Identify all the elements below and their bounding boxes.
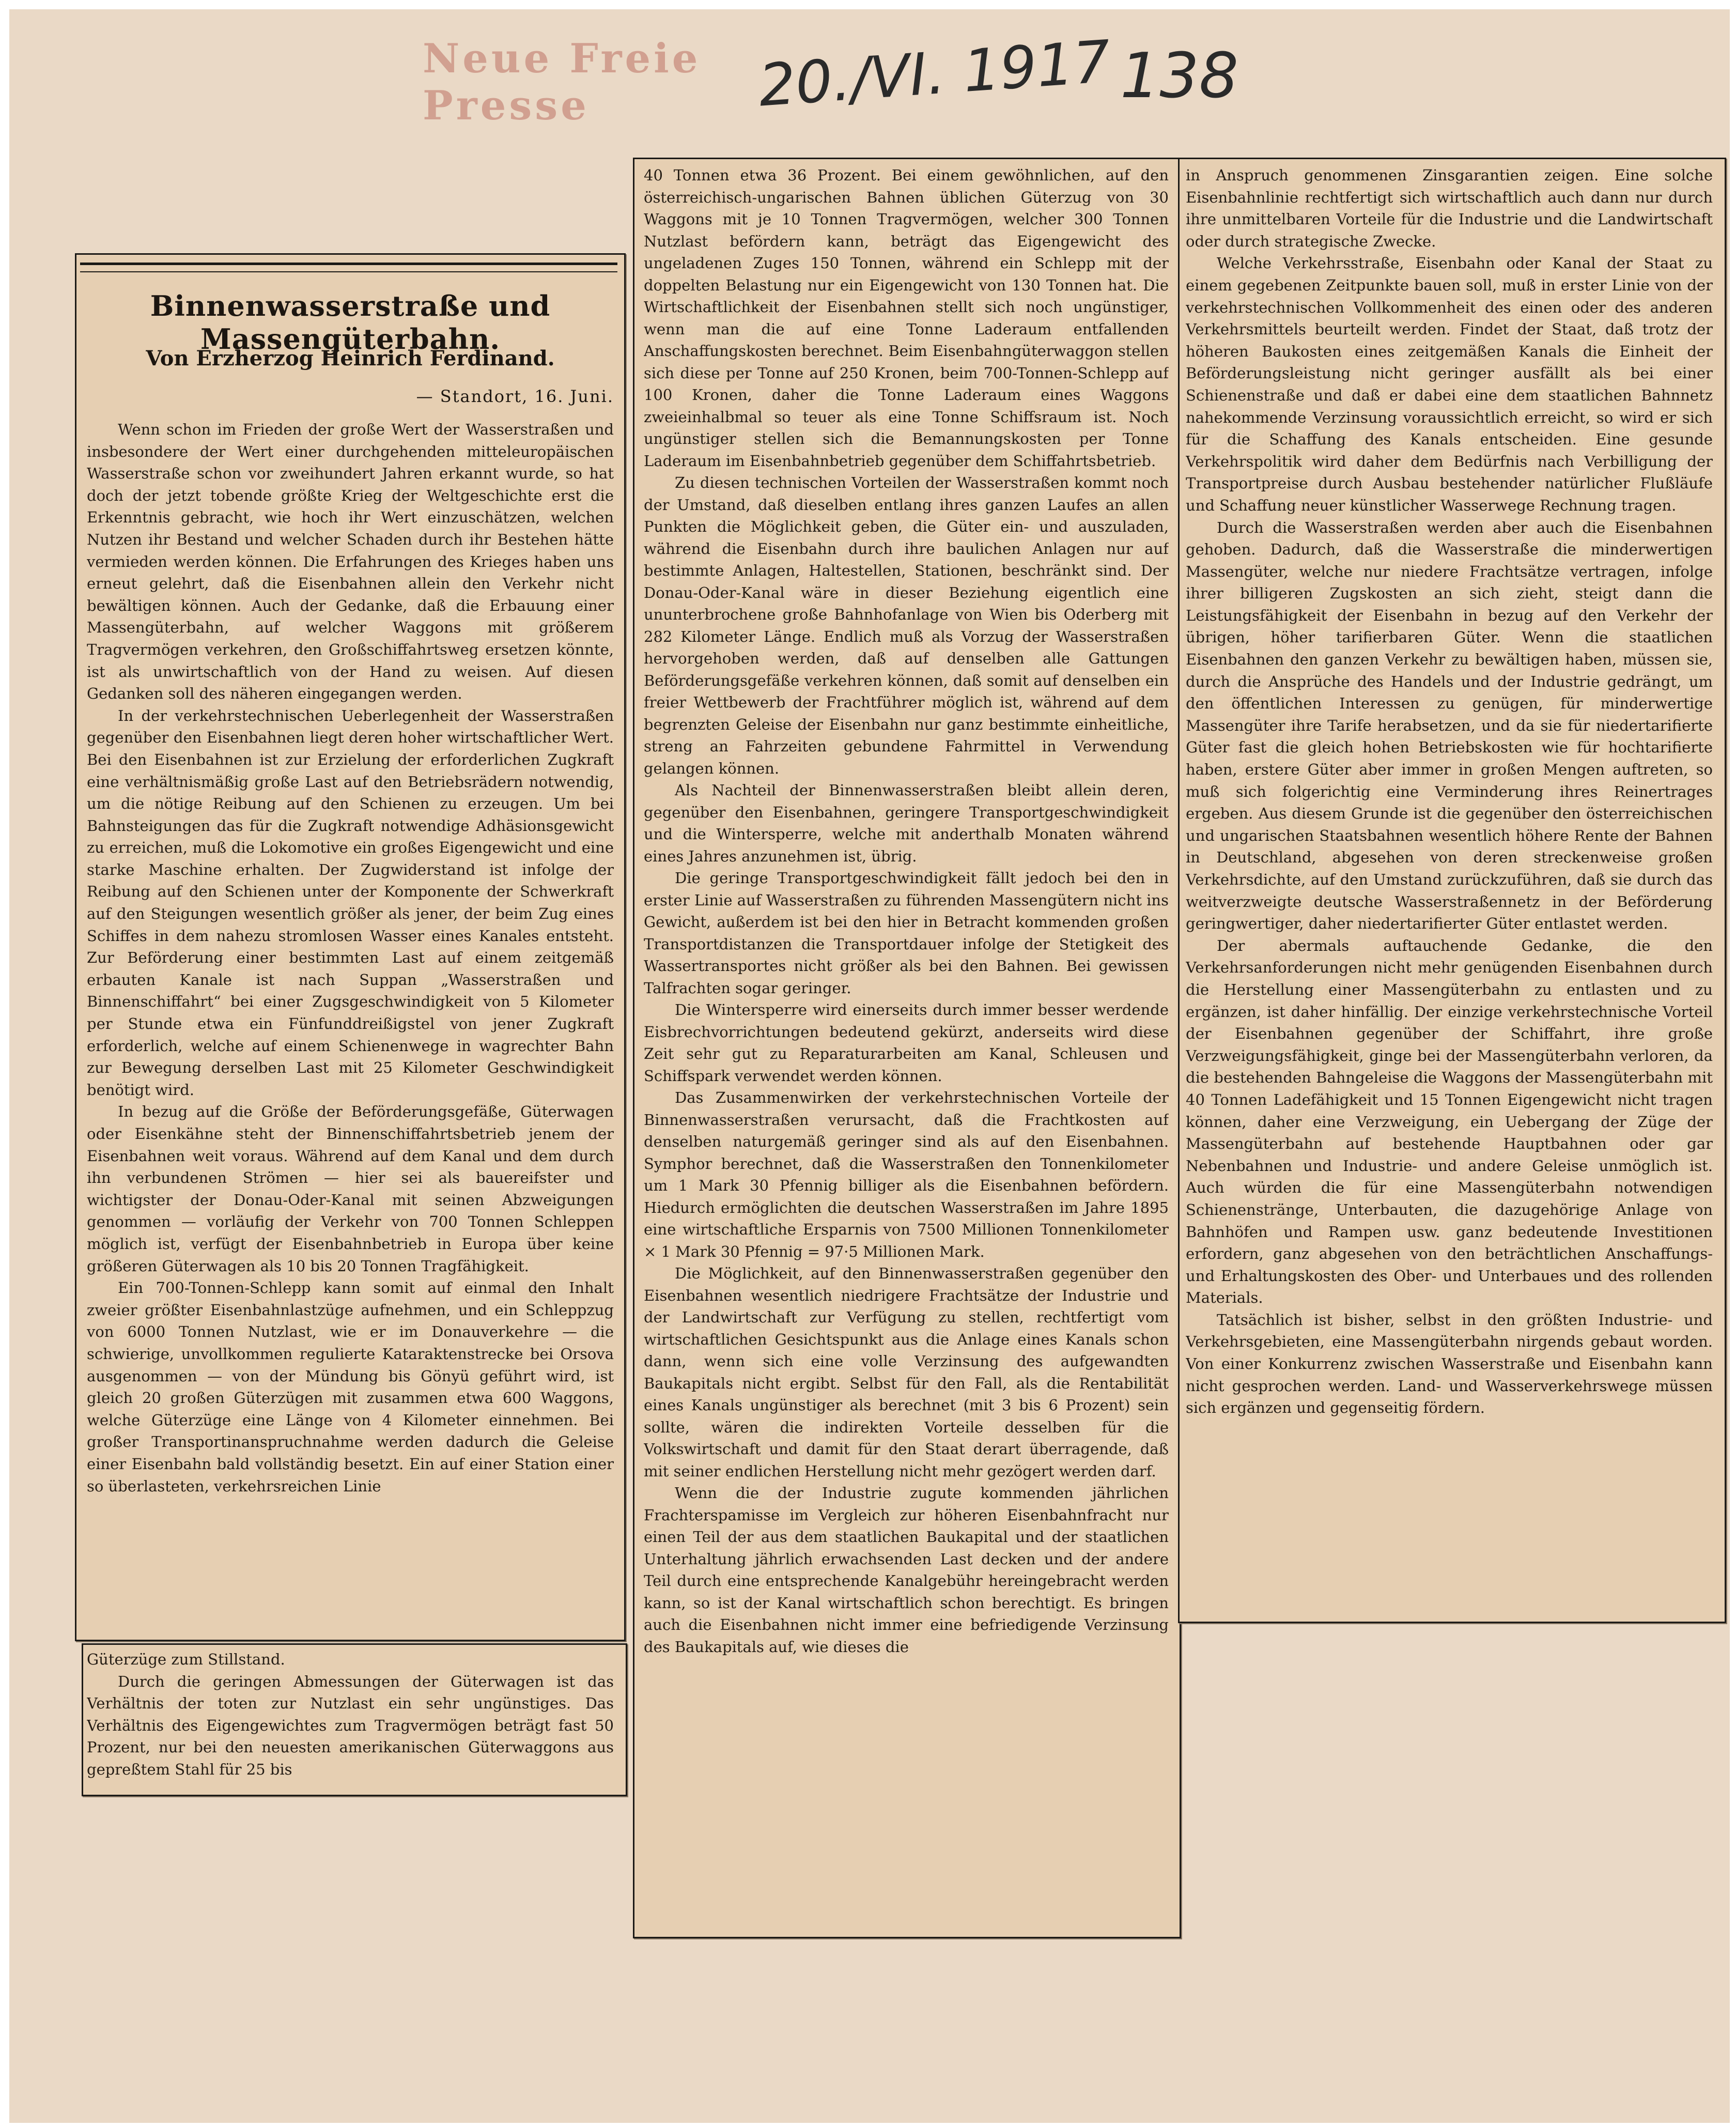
- article-column-1-continued: [87, 1648, 614, 1788]
- article-title: Binnenwasserstraße und Massengüterbahn.: [150, 289, 551, 356]
- paragraph: In bezug auf die Größe der Beförderungsgefäße, Güterwagen oder Eisenkähne steht der Binnenschiffahrtsbetrieb jenem der Eisenbahnen weit voraus. Während auf dem Kanal und dem durch ihn verbundenen Strömen — hier sei als bauereifster und wichtigster der Donau-Oder-Kanal mit seinen Abzweigungen genommen — vorläufig der Verkehr von 700 Tonnen Schleppen möglich ist, verfügt der Eisenbahnbetrieb in Europa über keine größeren Güterwagen als 10 bis 20 Tonnen Tragfähigkeit.: [87, 1103, 614, 1275]
- paragraph: Die Möglichkeit, auf den Binnenwasserstraßen gegenüber den Eisenbahnen wesentlich niedrigere Frachtsätze der Industrie und der Landwirtschaft zur Verfügung zu stellen, rechtfertigt vom wirtschaftlichen Gesichtspunkt aus die Anlage eines Kanals schon dann, wenn sich eine volle Verzinsung des aufgewandten Baukapitals nicht ergibt. Selbst für den Fall, als die Rentabilität eines Kanals ungünstiger als berechnet (mit 3 bis 6 Prozent) sein sollte, wären die indirekten Vorteile desselben für die Volkswirtschaft und damit für den Staat derart überragende, daß mit seiner endlichen Herstellung nicht mehr gezögert werden darf.: [644, 1265, 1169, 1480]
- article-column-1: [87, 419, 614, 1630]
- article-byline: Von Erzherzog Heinrich Ferdinand.: [146, 346, 555, 371]
- handwritten-page-number: 138: [1120, 40, 1239, 112]
- paragraph: Durch die geringen Abmessungen der Güterwagen ist das Verhältnis der toten zur Nutzlast ein sehr ungünstiges. Das Verhältnis des Eigengewichtes zum Tragvermögen beträgt fast 50 Prozent, nur bei den neuesten amerikanischen Güterwaggons aus gepreßtem Stahl für 25 bis: [87, 1672, 614, 1778]
- paragraph: Tatsächlich ist bisher, selbst in den größten Industrie- und Verkehrsgebieten, eine Massengüterbahn nirgends gebaut worden. Von einer Konkurrenz zwischen Wasserstraße und Eisenbahn kann nicht gesprochen werden. Land- und Wasserverkehrswege müssen sich ergänzen und gegenseitig fördern.: [1186, 1311, 1713, 1417]
- paragraph: Das Zusammenwirken der verkehrstechnischen Vorteile der Binnenwasserstraßen verursacht, daß die Frachtkosten auf denselben naturgemäß geringer sind als auf den Eisenbahnen. Symphor berechnet, daß die Wasserstraßen den Tonnenkilometer um 1 Mark 30 Pfennig billiger als die Eisenbahnen befördern. Hiedurch ermöglichten die deutschen Wasserstraßen im Jahre 1895 eine wirtschaftliche Ersparnis von 7500 Millionen Tonnenkilometer × 1 Mark 30 Pfennig = 97·5 Millionen Mark.: [644, 1089, 1169, 1260]
- article-dateline: — Standort, 16. Juni.: [416, 387, 614, 406]
- paragraph: in Anspruch genommenen Zinsgarantien zeigen. Eine solche Eisenbahnlinie rechtfertigt sich wirtschaftlich auch dann nur durch ihre unmittelbaren Vorteile für die Industrie und die Landwirtschaft oder durch strategische Zwecke.: [1186, 166, 1713, 250]
- paragraph: Die Wintersperre wird einerseits durch immer besser werdende Eisbrechvorrichtungen bedeutend gekürzt, anderseits wird diese Zeit sehr gut zu Reparaturarbeiten am Kanal, Schleusen und Schiffspark verwendet werden können.: [644, 1001, 1169, 1085]
- article-column-3: [1186, 164, 1713, 1617]
- article-column-2: [644, 164, 1169, 1932]
- handwritten-date: 20./VI. 1917: [756, 28, 1113, 120]
- paragraph: Der abermals auftauchende Gedanke, die den Verkehrsanforderungen nicht mehr genügenden Eisenbahnen durch die Herstellung einer Massengüterbahn zu entlasten und zu ergänzen, ist daher hinfällig. Der einzige verkehrstechnische Vorteil der Eisenbahnen gegenüber der Schiffahrt, ihre große Verzweigungsfähigkeit, ginge bei der Massengüterbahn verloren, da die bestehenden Bahngeleise die Waggons der Massengüterbahn mit 40 Tonnen Ladefähigkeit und 15 Tonnen Eigengewicht nicht tragen können, daher eine Verzweigung, ein Uebergang der Züge der Massengüterbahn auf bestehende Hauptbahnen oder gar Nebenbahnen und Industrie- und andere Geleise unmöglich ist. Auch würden die für eine Massengüterbahn notwendigen Schienenstränge, Unterbauten, die dazugehörige Anlage von Bahnhöfen und Rampen usw. ganz bedeutende Investitionen erfordern, ganz abgesehen von den beträchtlichen Anschaffungs- und Erhaltungskosten des Ober- und Unterbaues und des rollenden Materials.: [1186, 936, 1713, 1307]
- paragraph: Welche Verkehrsstraße, Eisenbahn oder Kanal der Staat zu einem gegebenen Zeitpunkte bauen soll, muß in erster Linie von der verkehrstechnischen Vollkommenheit des einen oder des anderen Verkehrsmittels beurteilt werden. Findet der Staat, daß trotz der höheren Baukosten eines zeitgemäßen Kanals die Einheit der Beförderungsleistung nicht geringer ausfällt als bei einer Schienenstraße und daß er dabei eine dem staatlichen Bahnnetz nahekommende Verzinsung voraussichtlich erreicht, so wird er sich für die Schaffung des Kanals entscheiden. Eine gesunde Verkehrspolitik wird daher dem Bedürfnis nach Verbilligung der Transportpreise durch Ausbau bestehender natürlicher Flußläufe und Schaffung neuer künstlicher Wasserwege Rechnung tragen.: [1186, 254, 1713, 514]
- paragraph: In der verkehrstechnischen Ueberlegenheit der Wasserstraßen gegenüber den Eisenbahnen liegt deren hoher wirtschaftlicher Wert. Bei den Eisenbahnen ist zur Erzielung der erforderlichen Zugkraft eine verhältnismäßig große Last auf den Betriebsrädern notwendig, um die nötige Reibung auf den Schienen zu erzeugen. Um bei Bahnsteigungen das für die Zugkraft notwendige Adhäsionsgewicht zu erreichen, muß die Lokomotive ein großes Eigengewicht und eine starke Maschine erhalten. Der Zugwiderstand ist infolge der Reibung auf den Schienen unter der Komponente der Schwerkraft auf den Steigungen wesentlich größer als jener, der beim Zug eines Schiffes in dem nahezu stromlosen Wasser eines Kanales entsteht. Zur Beförderung einer bestimmten Last auf einem zeitgemäß erbauten Kanale ist nach Suppan „Wasserstraßen und Binnenschiffahrt“ bei einer Zugsgeschwindigkeit von 5 Kilometer per Stunde etwa ein Fünfunddreißigstel von jener Zugkraft erforderlich, welche auf einem Schienenwege in wagrechter Bahn zur Bewegung derselben Last mit 25 Kilometer Geschwindigkeit benötigt wird.: [87, 706, 614, 1099]
- paragraph: Ein 700-Tonnen-Schlepp kann somit auf einmal den Inhalt zweier größter Eisenbahnlastzüge aufnehmen, und ein Schleppzug von 6000 Tonnen Nutzlast, wie er im Donauverkehre — die schwierige, unvollkommen regulierte Kataraktenstrecke bei Orsova ausgenommen — von der Mündung bis Gönyü geführt wird, ist gleich 20 großen Güterzügen mit zusammen etwa 600 Waggons, welche Güterzüge eine Länge von 4 Kilometer einnehmen. Bei großer Transportinanspruchnahme werden dadurch die Geleise einer Eisenbahn bald vollständig besetzt. Ein auf einer Station einer so überlasteten, verkehrsreichen Linie: [87, 1279, 614, 1495]
- paragraph: 40 Tonnen etwa 36 Prozent. Bei einem gewöhnlichen, auf den österreichisch-ungarischen Bahnen üblichen Güterzug von 30 Waggons mit je 10 Tonnen Tragvermögen, welcher 300 Tonnen Nutzlast befördern kann, beträgt das Eigengewicht des ungeladenen Zuges 150 Tonnen, während ein Schlepp mit der doppelten Belastung nur ein Eigengewicht von 130 Tonnen hat. Die Wirtschaftlichkeit der Eisenbahnen stellt sich noch ungünstiger, wenn man die auf eine Tonne Laderaum entfallenden Anschaffungskosten berechnet. Beim Eisenbahngüterwaggon stellen sich diese per Tonne auf 250 Kronen, beim 700-Tonnen-Schlepp auf 100 Kronen, daher die Tonne Laderaum eines Waggons zweieinhalbmal so teuer als eine Tonne Schiffsraum ist. Noch ungünstiger stellen sich die Bemannungskosten per Tonne Laderaum im Eisenbahnbetrieb gegenüber dem Schiffahrtsbetrieb.: [644, 166, 1169, 470]
- paragraph: Durch die Wasserstraßen werden aber auch die Eisenbahnen gehoben. Dadurch, daß die Wasserstraße die minderwertigen Massengüter, welche nur niedere Frachtsätze vertragen, infolge ihrer billigeren Zugskosten an sich zieht, steigt dann die Leistungsfähigkeit der Eisenbahn in bezug auf den Verkehr der übrigen, höher tarifierbaren Güter. Wenn die staatlichen Eisenbahnen den ganzen Verkehr zu bewältigen haben, müssen sie, durch die Ansprüche des Handels und der Industrie gedrängt, um den öffentlichen Interessen zu genügen, für minderwertige Massengüter ihre Tarife herabsetzen, und da sie für niedertarifierte Güter fast die gleich hohen Betriebskosten wie für hochtarifierte haben, erstere Güter aber immer in großen Mengen auftreten, so muß sich folgerichtig eine Verminderung ihres Reinertrages ergeben. Aus diesem Grunde ist die gegenüber den österreichischen und ungarischen Staatsbahnen wesentlich höhere Rente der Bahnen in Deutschland, abgesehen von deren streckenweise großen Verkehrsdichte, auf den Umstand zurückzuführen, daß sie durch das weitverzweigte deutsche Wasserstraßennetz in der Beförderung geringwertiger, daher niedertarifierter Güter entlastet werden.: [1186, 518, 1713, 933]
- paragraph: Wenn die der Industrie zugute kommenden jährlichen Frachterspamisse im Vergleich zur höheren Eisenbahnfracht nur einen Teil der aus dem staatlichen Baukapital und der staatlichen Unterhaltung jährlich erwachsenden Last decken und der andere Teil durch eine entsprechende Kanalgebühr hereingebracht werden kann, so ist der Kanal wirtschaftlich schon berechtigt. Es bringen auch die Eisenbahnen nicht immer eine befriedigende Verzinsung des Baukapitals auf, wie dieses die: [644, 1484, 1169, 1656]
- top-rule-thin: [80, 271, 617, 272]
- top-rule: [80, 263, 617, 265]
- paragraph: Güterzüge zum Stillstand.: [87, 1651, 285, 1668]
- masthead-stamp: Neue Freie Presse: [423, 35, 701, 129]
- paragraph: Die geringe Transportgeschwindigkeit fällt jedoch bei den in erster Linie auf Wasserstraßen zu führenden Massengütern nicht ins Gewicht, außerdem ist bei den hier in Betracht kommenden großen Transportdistanzen die Transportdauer infolge der Stetigkeit des Wassertransportes nicht größer als bei den Bahnen. Bei gewissen Talfrachten sogar geringer.: [644, 869, 1169, 997]
- paragraph: Zu diesen technischen Vorteilen der Wasserstraßen kommt noch der Umstand, daß dieselben entlang ihres ganzen Laufes an allen Punkten die Möglichkeit geben, die Güter ein- und auszuladen, während die Eisenbahn durch ihre baulichen Anlagen nur auf bestimmte Anlagen, Haltestellen, Stationen, beschränkt sind. Der Donau-Oder-Kanal wäre in dieser Beziehung eigentlich eine ununterbrochene große Bahnhofanlage von Wien bis Oderberg mit 282 Kilometer Länge. Endlich muß als Vorzug der Wasserstraßen hervorgehoben werden, daß auf denselben alle Gattungen Beförderungsgefäße verkehren können, daß somit auf denselben ein freier Wettbewerb der Frachtführer möglich ist, während auf dem begrenzten Geleise der Eisenbahn nur ganz bestimmte einheitliche, streng an Fahrzeiten gebundene Fahrmittel in Verwendung gelangen können.: [644, 474, 1169, 777]
- paragraph: Wenn schon im Frieden der große Wert der Wasserstraßen und insbesondere der Wert einer durchgehenden mitteleuropäischen Wasserstraße schon vor zweihundert Jahren erkannt wurde, so hat doch der jetzt tobende größte Krieg der Weltgeschichte erst die Erkenntnis gebracht, wie hoch ihr Wert einzuschätzen, welchen Nutzen ihr Bestand und welcher Schaden durch ihr Bestehen hätte vermieden werden können. Die Erfahrungen des Krieges haben uns erneut gelehrt, daß die Eisenbahnen allein den Verkehr nicht bewältigen können. Auch der Gedanke, daß die Erbauung einer Massengüterbahn, auf welcher Waggons mit größerem Tragvermögen verkehren, den Großschiffahrtsweg ersetzen könnte, ist als unwirtschaftlich von der Hand zu weisen. Auf diesen Gedanken soll des näheren eingegangen werden.: [87, 421, 614, 703]
- paragraph: Als Nachteil der Binnenwasserstraßen bleibt allein deren, gegenüber den Eisenbahnen, geringere Transportgeschwindigkeit und die Wintersperre, welche mit anderthalb Monaten während eines Jahres anzunehmen ist, übrig.: [644, 781, 1169, 865]
